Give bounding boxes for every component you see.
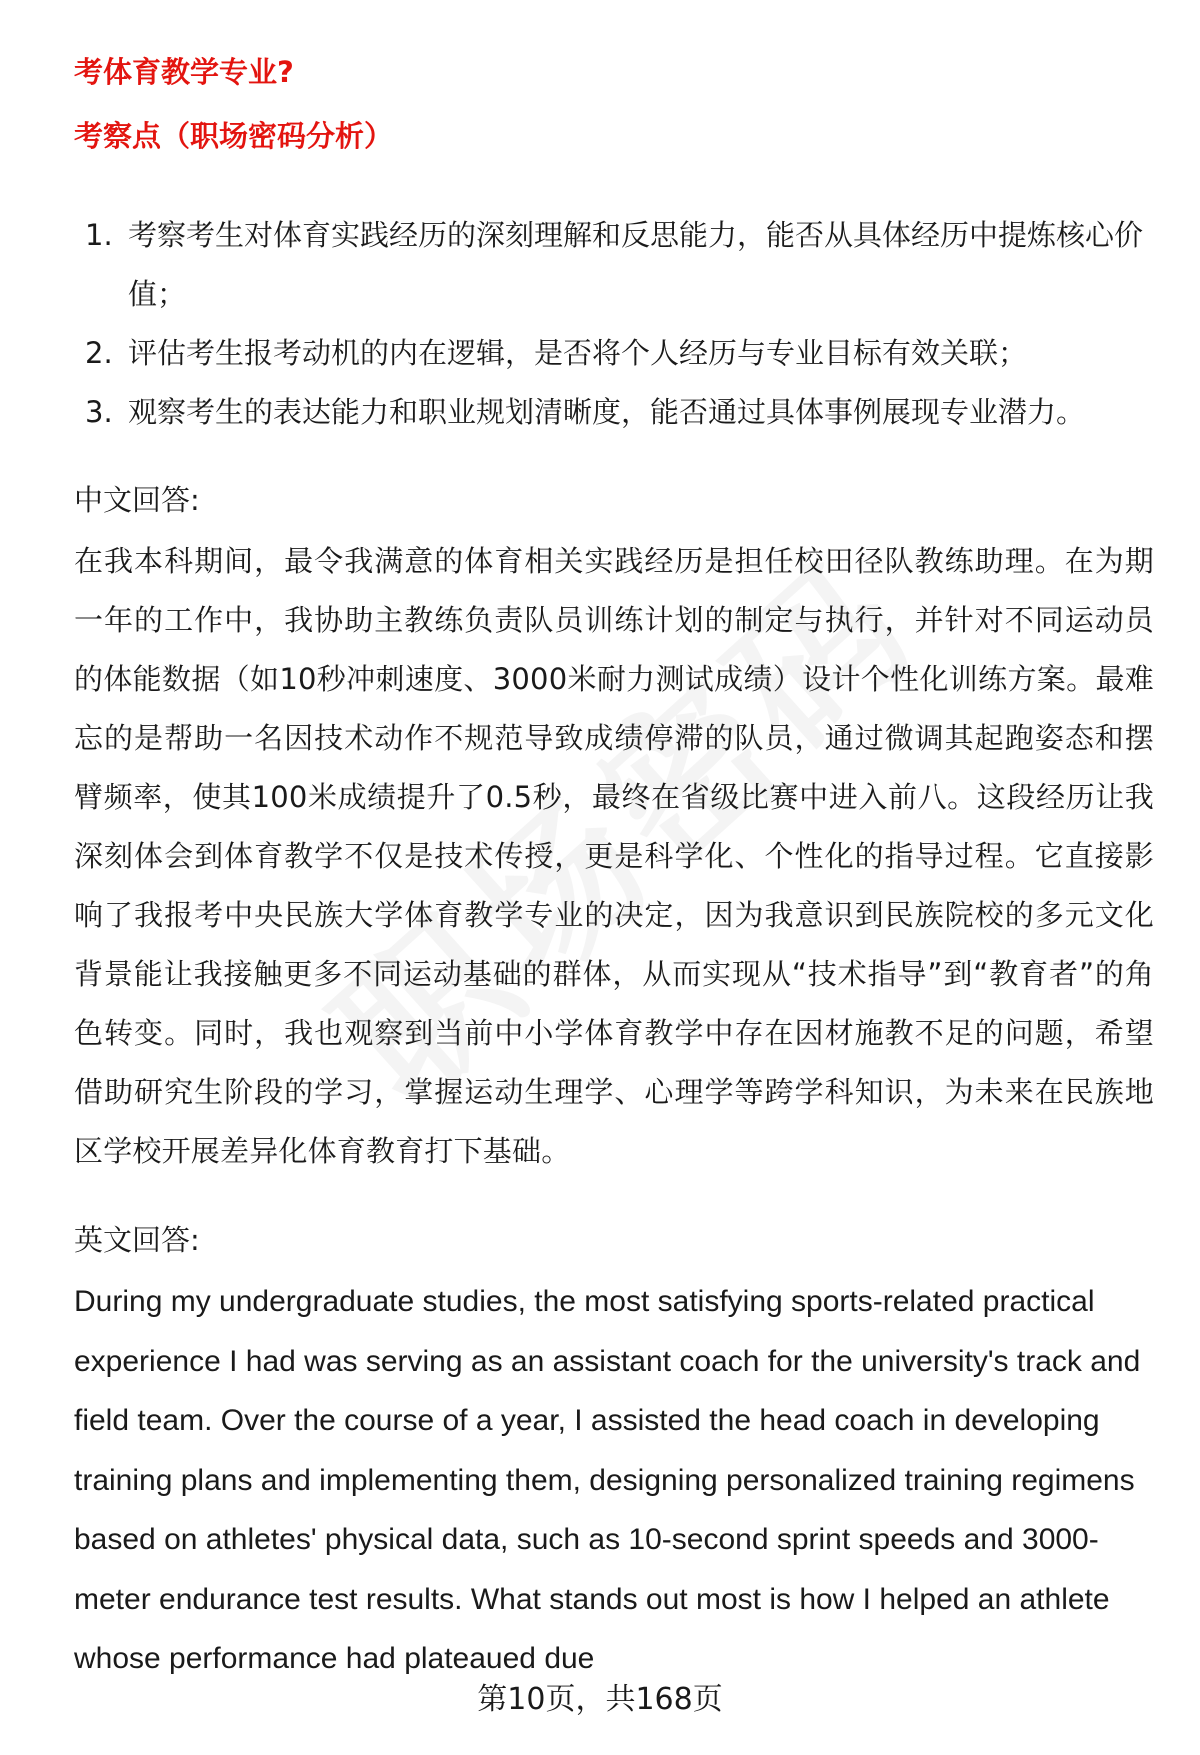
list-item-text: 观察考生的表达能力和职业规划清晰度，能否通过具体事例展现专业潜力。 — [128, 395, 1086, 429]
chinese-answer-text: 在我本科期间，最令我满意的体育相关实践经历是担任校田径队教练助理。在为期一年的工作中，我协助主教练负责队员训练计划的制定与执行，并针对不同运动员的体能数据（如10秒冲刺速度、3000米耐力测试成绩）设计个性化训练方案。最难忘的是帮助一名因技术动作不规范导致成绩停滞的队员，通过微调其起跑姿态和摆臂频率，使其100米成绩提升了0.5秒，最终在省级比赛中进入前八。这段经历让我深刻体会到体育教学不仅是技术传授，更是科学化、个性化的指导过程。它直接影响了我报考中央民族大学体育教学专业的决定，因为我意识到民族院校的多元文化背景能让我接触更多不同运动基础的群体，从而实现从“技术指导”到“教育者”的角色转变。同时，我也观察到当前中小学体育教学中存在因材施教不足的问题，希望借助研究生阶段的学习，掌握运动生理学、心理学等跨学科知识，为未来在民族地区学校开展差异化体育教育打下基础。 — [74, 544, 1154, 1168]
list-number: 3. — [85, 395, 113, 429]
question-heading: 考体育教学专业? — [74, 55, 294, 89]
list-number: 1. — [85, 218, 113, 252]
list-item — [74, 324, 1154, 383]
page-number-footer: 第10页，共168页 — [477, 1682, 723, 1717]
list-item-text: 考察考生对体育实践经历的深刻理解和反思能力，能否从具体经历中提炼核心价值； — [128, 218, 1144, 311]
chinese-answer-label: 中文回答: — [74, 483, 200, 517]
list-item-text: 评估考生报考动机的内在逻辑，是否将个人经历与专业目标有效关联； — [128, 336, 1028, 370]
examine-points-list — [74, 206, 1154, 442]
examine-points-heading: 考察点（职场密码分析） — [74, 119, 394, 153]
english-answer-label: 英文回答: — [74, 1223, 200, 1257]
list-item — [74, 206, 1154, 324]
list-item — [74, 383, 1154, 442]
list-number: 2. — [85, 336, 113, 370]
english-answer-text: During my undergraduate studies, the most satisfying sports-related practical experience I had was serving as an assistant coach for the university's track and field team. Over the course of a year, I assisted the head coach in developing training plans and implementing them, designing personalized training regimens based on athletes' physical data, such as 10-second sprint speeds and 3000-meter endurance test results. What stands out most is how I helped an athlete whose performance had plateaued due — [74, 1285, 1141, 1675]
